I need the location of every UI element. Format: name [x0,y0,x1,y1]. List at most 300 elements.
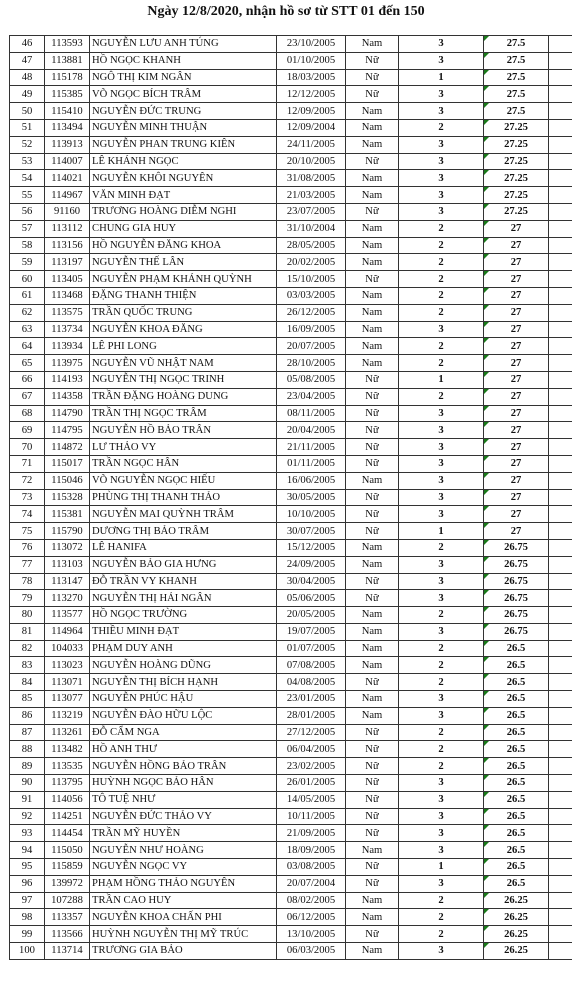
gender-cell: Nam [346,338,399,355]
score-cell: 26.5 [484,775,549,792]
group-cell: 3 [399,405,484,422]
date-of-birth-cell: 20/05/2005 [277,607,346,624]
empty-cell [549,539,572,556]
date-of-birth-cell: 23/04/2005 [277,388,346,405]
table-row [10,640,572,657]
gender-cell: Nữ [346,203,399,220]
empty-cell [549,405,572,422]
group-cell: 2 [399,539,484,556]
date-of-birth-cell: 05/08/2005 [277,371,346,388]
empty-cell [549,707,572,724]
score-cell: 27 [484,371,549,388]
score-cell: 27 [484,506,549,523]
score-cell: 27.25 [484,170,549,187]
empty-cell [549,153,572,170]
student-id-cell: 114795 [45,422,90,439]
date-of-birth-cell: 28/05/2005 [277,237,346,254]
empty-cell [549,775,572,792]
gender-cell: Nữ [346,405,399,422]
empty-cell [549,287,572,304]
student-name-cell: PHÙNG THỊ THANH THẢO [90,489,277,506]
group-cell: 2 [399,287,484,304]
row-number-cell: 81 [10,623,45,640]
empty-cell [549,254,572,271]
score-cell: 26.5 [484,842,549,859]
gender-cell: Nam [346,892,399,909]
table-row [10,556,572,573]
score-cell: 26.5 [484,825,549,842]
table-row [10,623,572,640]
gender-cell: Nam [346,657,399,674]
gender-cell: Nam [346,909,399,926]
student-id-cell: 113405 [45,271,90,288]
gender-cell: Nữ [346,371,399,388]
gender-cell: Nữ [346,926,399,943]
table-row [10,489,572,506]
row-number-cell: 90 [10,775,45,792]
table-row [10,472,572,489]
table-row [10,220,572,237]
table-row [10,136,572,153]
student-id-cell: 113913 [45,136,90,153]
student-name-cell: NGUYỄN ĐỨC THẢO VY [90,808,277,825]
row-number-cell: 85 [10,691,45,708]
student-name-cell: CHUNG GIA HUY [90,220,277,237]
empty-cell [549,119,572,136]
row-number-cell: 83 [10,657,45,674]
gender-cell: Nữ [346,573,399,590]
group-cell: 3 [399,875,484,892]
group-cell: 2 [399,909,484,926]
student-name-cell: NGUYỄN THỊ BÍCH HẠNH [90,674,277,691]
date-of-birth-cell: 07/08/2005 [277,657,346,674]
table-row [10,691,572,708]
score-cell: 27 [484,439,549,456]
empty-cell [549,573,572,590]
score-cell: 27.5 [484,52,549,69]
group-cell: 3 [399,321,484,338]
row-number-cell: 59 [10,254,45,271]
table-row [10,791,572,808]
group-cell: 3 [399,472,484,489]
table-row [10,371,572,388]
date-of-birth-cell: 23/07/2005 [277,203,346,220]
row-number-cell: 58 [10,237,45,254]
row-number-cell: 99 [10,926,45,943]
row-number-cell: 77 [10,556,45,573]
gender-cell: Nam [346,220,399,237]
date-of-birth-cell: 06/03/2005 [277,943,346,960]
gender-cell: Nữ [346,674,399,691]
gender-cell: Nữ [346,439,399,456]
date-of-birth-cell: 26/01/2005 [277,775,346,792]
table-row [10,203,572,220]
student-id-cell: 113156 [45,237,90,254]
date-of-birth-cell: 20/07/2005 [277,338,346,355]
row-number-cell: 89 [10,758,45,775]
empty-cell [549,825,572,842]
student-name-cell: DƯƠNG THỊ BẢO TRÂM [90,523,277,540]
table-row [10,539,572,556]
gender-cell: Nam [346,623,399,640]
student-name-cell: NGÔ THỊ KIM NGÂN [90,69,277,86]
student-id-cell: 115410 [45,103,90,120]
row-number-cell: 72 [10,472,45,489]
student-id-cell: 113112 [45,220,90,237]
score-cell: 27 [484,355,549,372]
date-of-birth-cell: 26/12/2005 [277,304,346,321]
student-id-cell: 113023 [45,657,90,674]
row-number-cell: 50 [10,103,45,120]
gender-cell: Nam [346,556,399,573]
student-id-cell: 114790 [45,405,90,422]
score-cell: 27.5 [484,36,549,53]
gender-cell: Nữ [346,52,399,69]
row-number-cell: 53 [10,153,45,170]
gender-cell: Nam [346,539,399,556]
row-number-cell: 48 [10,69,45,86]
row-number-cell: 67 [10,388,45,405]
table-row [10,758,572,775]
table-row [10,523,572,540]
empty-cell [549,237,572,254]
gender-cell: Nam [346,187,399,204]
group-cell: 3 [399,103,484,120]
row-number-cell: 79 [10,590,45,607]
group-cell: 2 [399,741,484,758]
gender-cell: Nữ [346,825,399,842]
student-name-cell: HỒ NGỌC TRƯỜNG [90,607,277,624]
gender-cell: Nữ [346,741,399,758]
student-name-cell: NGUYỄN KHÔI NGUYÊN [90,170,277,187]
date-of-birth-cell: 05/06/2005 [277,590,346,607]
table-row [10,321,572,338]
student-id-cell: 113071 [45,674,90,691]
empty-cell [549,355,572,372]
date-of-birth-cell: 01/10/2005 [277,52,346,69]
score-cell: 26.5 [484,875,549,892]
score-cell: 26.75 [484,556,549,573]
score-cell: 26.5 [484,859,549,876]
row-number-cell: 70 [10,439,45,456]
student-name-cell: VĂN MINH ĐẠT [90,187,277,204]
student-name-cell: NGUYỄN KHOA ĐĂNG [90,321,277,338]
student-id-cell: 114056 [45,791,90,808]
row-number-cell: 65 [10,355,45,372]
date-of-birth-cell: 14/05/2005 [277,791,346,808]
empty-cell [549,523,572,540]
student-id-cell: 91160 [45,203,90,220]
date-of-birth-cell: 19/07/2005 [277,623,346,640]
table-row [10,455,572,472]
gender-cell: Nam [346,943,399,960]
gender-cell: Nữ [346,271,399,288]
student-name-cell: LÊ HANIFA [90,539,277,556]
student-id-cell: 113270 [45,590,90,607]
empty-cell [549,909,572,926]
student-id-cell: 113593 [45,36,90,53]
empty-cell [549,590,572,607]
row-number-cell: 68 [10,405,45,422]
group-cell: 3 [399,52,484,69]
student-id-cell: 139972 [45,875,90,892]
date-of-birth-cell: 21/11/2005 [277,439,346,456]
student-id-cell: 113072 [45,539,90,556]
group-cell: 3 [399,86,484,103]
score-cell: 27.25 [484,187,549,204]
empty-cell [549,136,572,153]
gender-cell: Nữ [346,455,399,472]
table-body [10,36,572,960]
table-row [10,926,572,943]
empty-cell [549,203,572,220]
student-name-cell: NGUYỄN THẾ LÂN [90,254,277,271]
student-name-cell: NGUYỄN THỊ NGỌC TRINH [90,371,277,388]
group-cell: 3 [399,422,484,439]
student-name-cell: NGUYỄN ĐỨC TRUNG [90,103,277,120]
group-cell: 3 [399,707,484,724]
student-id-cell: 113566 [45,926,90,943]
student-name-cell: TRẦN THỊ NGỌC TRÂM [90,405,277,422]
score-cell: 27 [484,254,549,271]
table-row [10,36,572,53]
student-name-cell: TRẦN ĐẶNG HOÀNG DUNG [90,388,277,405]
student-id-cell: 113197 [45,254,90,271]
table-row [10,103,572,120]
date-of-birth-cell: 08/02/2005 [277,892,346,909]
student-id-cell: 115046 [45,472,90,489]
row-number-cell: 91 [10,791,45,808]
empty-cell [549,422,572,439]
score-cell: 27 [484,489,549,506]
gender-cell: Nữ [346,489,399,506]
student-id-cell: 113482 [45,741,90,758]
student-id-cell: 113535 [45,758,90,775]
table-row [10,86,572,103]
group-cell: 3 [399,36,484,53]
date-of-birth-cell: 18/03/2005 [277,69,346,86]
score-cell: 26.5 [484,724,549,741]
student-name-cell: TRẦN CAO HUY [90,892,277,909]
gender-cell: Nữ [346,388,399,405]
score-cell: 26.25 [484,892,549,909]
group-cell: 3 [399,825,484,842]
group-cell: 3 [399,791,484,808]
group-cell: 3 [399,489,484,506]
student-name-cell: TRƯƠNG GIA BẢO [90,943,277,960]
date-of-birth-cell: 28/01/2005 [277,707,346,724]
table-row [10,808,572,825]
date-of-birth-cell: 10/10/2005 [277,506,346,523]
table-row [10,69,572,86]
row-number-cell: 76 [10,539,45,556]
row-number-cell: 87 [10,724,45,741]
student-id-cell: 114872 [45,439,90,456]
table-row [10,842,572,859]
date-of-birth-cell: 31/08/2005 [277,170,346,187]
gender-cell: Nam [346,321,399,338]
table-row [10,657,572,674]
date-of-birth-cell: 06/04/2005 [277,741,346,758]
student-id-cell: 113357 [45,909,90,926]
group-cell: 3 [399,842,484,859]
gender-cell: Nữ [346,724,399,741]
table-row [10,254,572,271]
student-id-cell: 113795 [45,775,90,792]
group-cell: 3 [399,943,484,960]
score-cell: 27 [484,422,549,439]
date-of-birth-cell: 01/11/2005 [277,455,346,472]
gender-cell: Nam [346,842,399,859]
group-cell: 2 [399,220,484,237]
empty-cell [549,926,572,943]
student-id-cell: 113975 [45,355,90,372]
row-number-cell: 56 [10,203,45,220]
student-table [9,35,572,960]
table-row [10,573,572,590]
gender-cell: Nữ [346,523,399,540]
date-of-birth-cell: 13/10/2005 [277,926,346,943]
student-name-cell: TRƯƠNG HOÀNG DIỄM NGHI [90,203,277,220]
score-cell: 27 [484,523,549,540]
date-of-birth-cell: 16/06/2005 [277,472,346,489]
table-row [10,52,572,69]
student-name-cell: NGUYỄN VŨ NHẬT NAM [90,355,277,372]
date-of-birth-cell: 24/09/2005 [277,556,346,573]
student-name-cell: NGUYỄN PHÚC HẬU [90,691,277,708]
empty-cell [549,808,572,825]
group-cell: 2 [399,388,484,405]
student-name-cell: NGUYỄN NHƯ HOÀNG [90,842,277,859]
row-number-cell: 60 [10,271,45,288]
student-id-cell: 115178 [45,69,90,86]
row-number-cell: 61 [10,287,45,304]
empty-cell [549,388,572,405]
score-cell: 26.5 [484,674,549,691]
student-name-cell: NGUYỄN PHAN TRUNG KIÊN [90,136,277,153]
date-of-birth-cell: 24/11/2005 [277,136,346,153]
date-of-birth-cell: 10/11/2005 [277,808,346,825]
gender-cell: Nam [346,254,399,271]
student-id-cell: 104033 [45,640,90,657]
group-cell: 2 [399,724,484,741]
group-cell: 3 [399,455,484,472]
gender-cell: Nữ [346,875,399,892]
empty-cell [549,842,572,859]
table-row [10,439,572,456]
score-cell: 26.5 [484,741,549,758]
gender-cell: Nữ [346,153,399,170]
group-cell: 3 [399,187,484,204]
group-cell: 2 [399,926,484,943]
gender-cell: Nữ [346,791,399,808]
student-id-cell: 113575 [45,304,90,321]
gender-cell: Nam [346,36,399,53]
student-name-cell: HỒ NGUYỄN ĐĂNG KHOA [90,237,277,254]
gender-cell: Nữ [346,590,399,607]
student-name-cell: NGUYỄN LƯU ANH TÚNG [90,36,277,53]
empty-cell [549,489,572,506]
student-name-cell: NGUYỄN BẢO GIA HƯNG [90,556,277,573]
date-of-birth-cell: 23/02/2005 [277,758,346,775]
gender-cell: Nữ [346,69,399,86]
gender-cell: Nam [346,304,399,321]
score-cell: 27.5 [484,103,549,120]
group-cell: 3 [399,808,484,825]
score-cell: 26.75 [484,623,549,640]
table-row [10,153,572,170]
date-of-birth-cell: 30/05/2005 [277,489,346,506]
score-cell: 27 [484,338,549,355]
group-cell: 2 [399,338,484,355]
empty-cell [549,371,572,388]
group-cell: 3 [399,556,484,573]
score-cell: 27.5 [484,86,549,103]
date-of-birth-cell: 15/12/2005 [277,539,346,556]
date-of-birth-cell: 20/07/2004 [277,875,346,892]
score-cell: 26.75 [484,573,549,590]
gender-cell: Nam [346,237,399,254]
group-cell: 2 [399,355,484,372]
row-number-cell: 88 [10,741,45,758]
student-id-cell: 115859 [45,859,90,876]
student-id-cell: 113934 [45,338,90,355]
student-name-cell: NGUYỄN THỊ HẢI NGÂN [90,590,277,607]
score-cell: 27 [484,472,549,489]
student-name-cell: TRẦN QUỐC TRUNG [90,304,277,321]
table-row [10,237,572,254]
group-cell: 2 [399,758,484,775]
group-cell: 2 [399,304,484,321]
empty-cell [549,506,572,523]
empty-cell [549,674,572,691]
empty-cell [549,556,572,573]
row-number-cell: 66 [10,371,45,388]
student-id-cell: 114964 [45,623,90,640]
group-cell: 2 [399,640,484,657]
empty-cell [549,657,572,674]
empty-cell [549,187,572,204]
row-number-cell: 94 [10,842,45,859]
table-row [10,119,572,136]
student-name-cell: LƯ THẢO VY [90,439,277,456]
student-id-cell: 115050 [45,842,90,859]
student-id-cell: 113577 [45,607,90,624]
student-name-cell: ĐỖ CẨM NGA [90,724,277,741]
score-cell: 26.5 [484,808,549,825]
empty-cell [549,640,572,657]
table-row [10,741,572,758]
score-cell: 27 [484,388,549,405]
student-name-cell: HỒ NGỌC KHANH [90,52,277,69]
group-cell: 3 [399,439,484,456]
row-number-cell: 62 [10,304,45,321]
row-number-cell: 46 [10,36,45,53]
table-row [10,707,572,724]
score-cell: 26.25 [484,926,549,943]
score-cell: 27 [484,220,549,237]
student-id-cell: 113103 [45,556,90,573]
score-cell: 27.5 [484,69,549,86]
date-of-birth-cell: 03/08/2005 [277,859,346,876]
table-row [10,859,572,876]
group-cell: 2 [399,271,484,288]
table-row [10,287,572,304]
score-cell: 27.25 [484,203,549,220]
group-cell: 3 [399,775,484,792]
student-name-cell: THIỀU MINH ĐẠT [90,623,277,640]
row-number-cell: 52 [10,136,45,153]
